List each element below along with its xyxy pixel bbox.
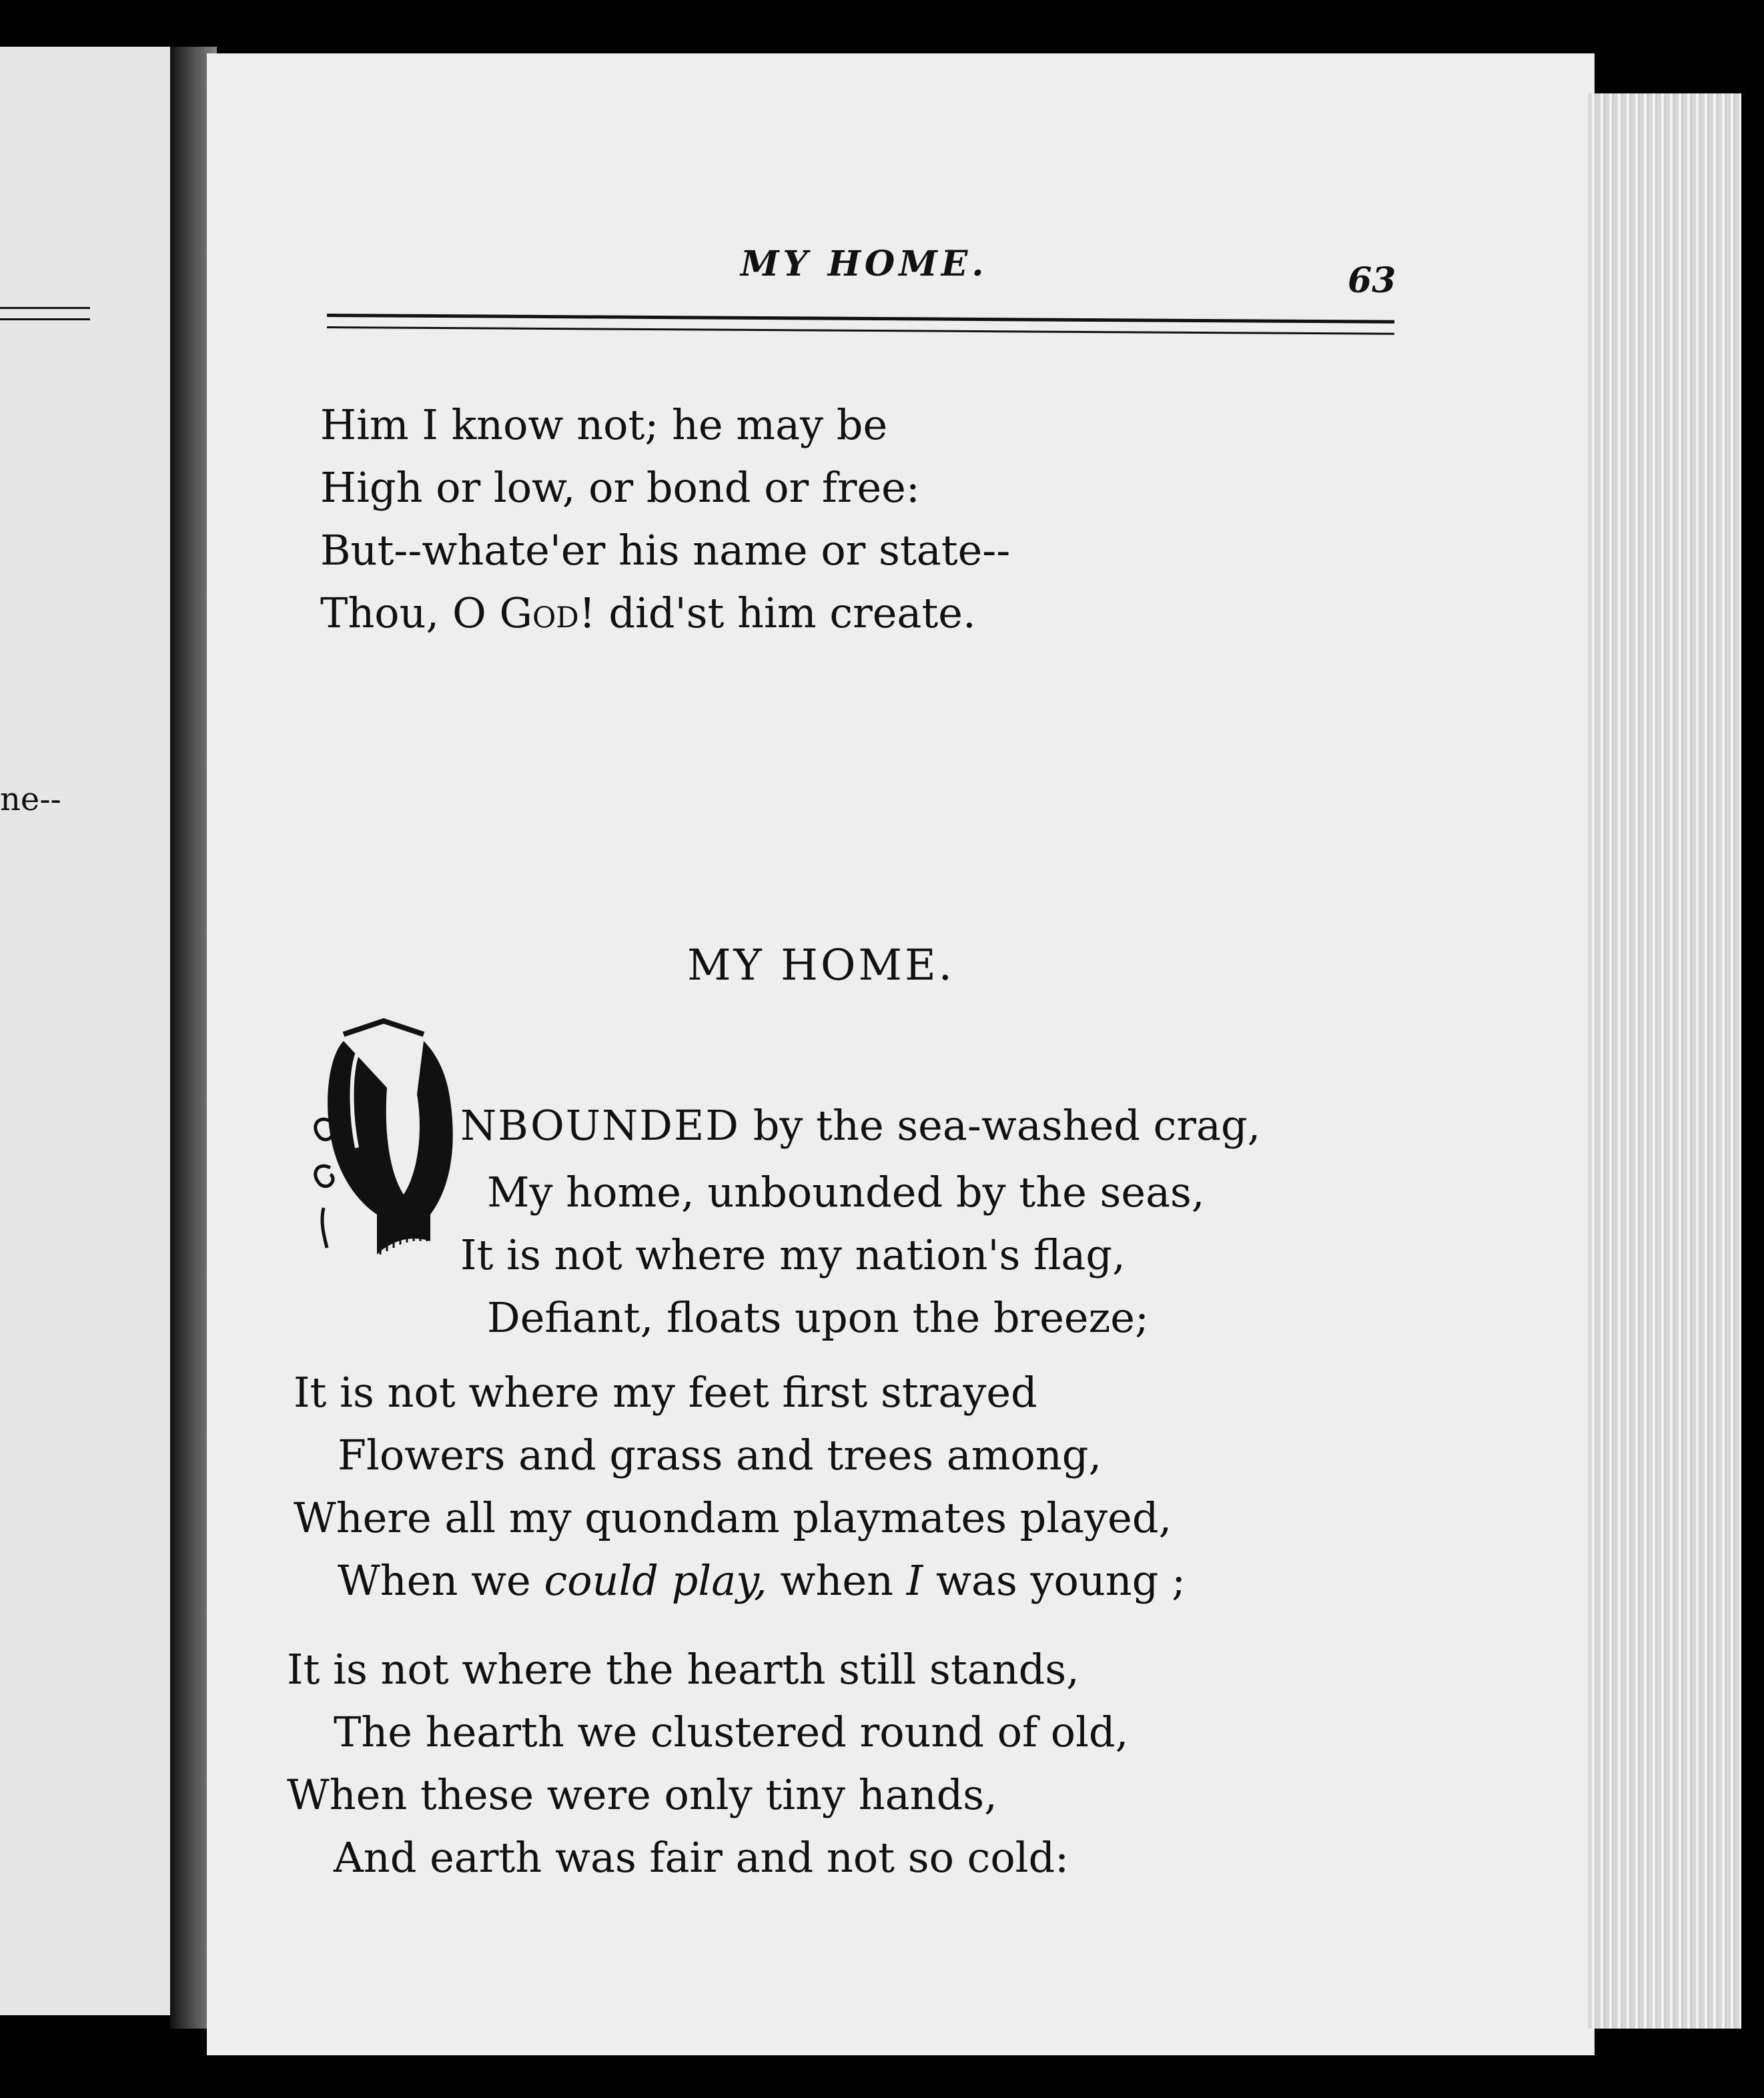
verse-line: But--whate'er his name or state-- [320,526,1011,575]
italic-text: could play, [544,1556,767,1605]
stanza-2 [294,1361,1186,1612]
verse-line: The hearth we clustered round of old, [334,1708,1129,1756]
ornamental-drop-cap-icon [304,1014,470,1268]
verse-line: When these were only tiny hands, [287,1770,997,1819]
stanza-1 [460,1161,1205,1349]
verse-line: And earth was fair and not so cold: [334,1833,1069,1882]
verse-line: It is not where the hearth still stands, [287,1645,1079,1694]
verse-line: It is not where my feet first strayed [294,1368,1037,1417]
verse-line: Flowers and grass and trees among, [338,1431,1102,1479]
left-page-fragment: ne-- [0,781,61,818]
verse-text: When we [338,1556,544,1605]
verse-line: Defiant, floats upon the breeze; [487,1293,1149,1342]
stanza-3 [287,1638,1128,1889]
previous-poem-stanza [320,394,1010,645]
page-edges [1588,93,1741,2029]
first-word-caps: NBOUNDED [460,1101,740,1150]
small-caps-word: God [499,589,579,637]
verse-line [320,582,1010,645]
page-number: 63 [1348,260,1396,301]
verse-text: ! did'st him create. [578,589,976,637]
left-page-rule [0,307,90,320]
verse-line [294,1549,1186,1612]
verse-line: Him I know not; he may be [320,400,888,449]
verse-text: by the sea-washed crag, [739,1101,1261,1150]
poem-title: MY HOME. [687,941,955,990]
running-title: MY HOME. [741,244,988,284]
first-verse-line [460,1101,1260,1150]
verse-line: It is not where my nation's flag, [460,1231,1126,1279]
verse-text: Thou, O [320,589,486,637]
italic-text: I [906,1556,923,1605]
verse-line: Where all my quondam playmates played, [294,1493,1172,1542]
verse-line: My home, unbounded by the seas, [487,1168,1205,1216]
verse-line: High or low, or bond or free: [320,463,920,512]
verse-text: when [767,1556,907,1605]
verse-text: was young ; [923,1556,1186,1605]
left-page [0,47,190,2015]
